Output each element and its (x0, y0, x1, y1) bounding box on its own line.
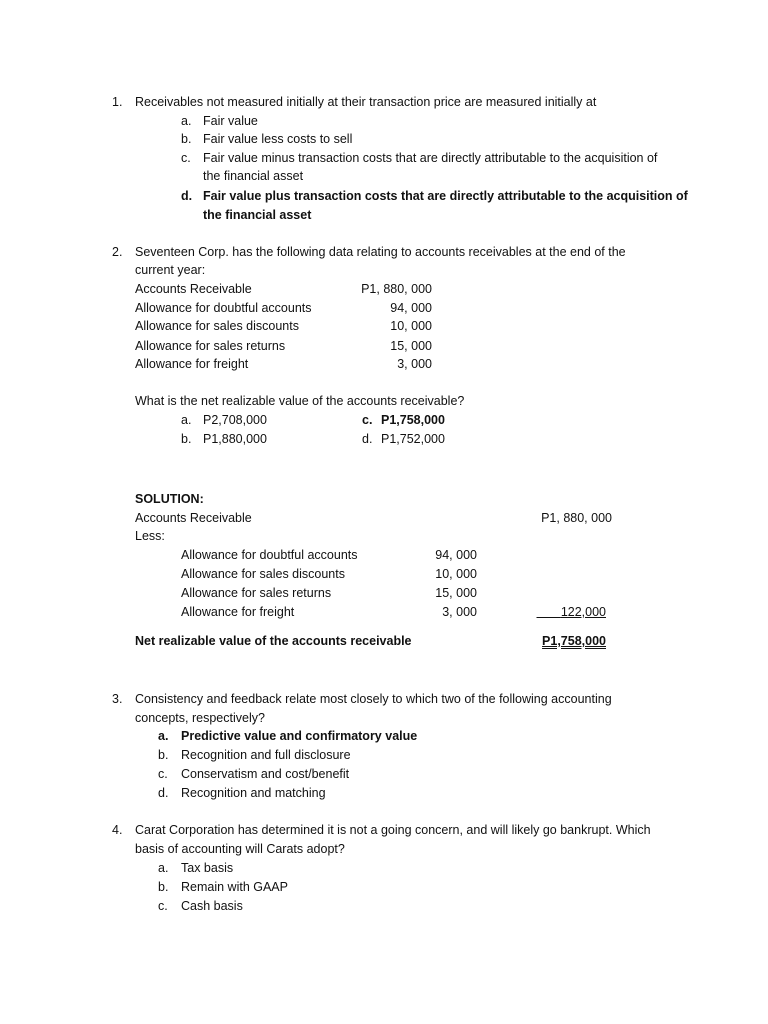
deduction-label: Allowance for freight (181, 605, 295, 619)
option-letter: a. (181, 114, 192, 128)
option-letter: c. (158, 899, 168, 913)
solution-heading: SOLUTION: (135, 492, 204, 506)
data-label: Allowance for sales discounts (135, 319, 299, 333)
question-stem-continued: concepts, respectively? (135, 711, 265, 725)
option-text-continued: the financial asset (203, 208, 312, 222)
option-letter: c. (158, 767, 168, 781)
deduction-label: Allowance for sales discounts (181, 567, 345, 581)
option-letter: a. (158, 861, 169, 875)
option-letter: c. (362, 413, 373, 427)
option-letter: d. (158, 786, 169, 800)
option-letter: c. (181, 151, 191, 165)
question-stem: Carat Corporation has determined it is not a going concern, and will likely go bankrupt. Which (135, 823, 651, 837)
option-text-correct: Predictive value and confirmatory value (181, 729, 418, 743)
deduction-value: 10, 000 (435, 567, 477, 581)
question-stem-continued: current year: (135, 263, 206, 277)
option-text: P2,708,000 (203, 413, 267, 427)
nrv-label: Net realizable value of the accounts receivable (135, 634, 412, 648)
data-label: Allowance for sales returns (135, 339, 286, 353)
total-deductions-value: 122,000 (560, 605, 606, 619)
solution-ar-label: Accounts Receivable (135, 511, 252, 525)
option-text: Cash basis (181, 899, 243, 913)
option-text: Conservatism and cost/benefit (181, 767, 350, 781)
question-number: 3. (112, 692, 123, 706)
option-text: Recognition and full disclosure (181, 748, 351, 762)
solution-less-label: Less: (135, 529, 165, 543)
question-number: 4. (112, 823, 123, 837)
data-value: 15, 000 (390, 339, 432, 353)
question-stem-continued: basis of accounting will Carats adopt? (135, 842, 345, 856)
option-letter: a. (181, 413, 192, 427)
solution-ar-value: P1, 880, 000 (541, 511, 612, 525)
nrv-value: P1,758,000 (542, 634, 606, 648)
option-text-correct: Fair value plus transaction costs that are directly attributable to the acquisition of (203, 189, 688, 203)
option-letter: d. (181, 189, 193, 203)
option-letter: b. (158, 880, 169, 894)
option-letter: b. (158, 748, 169, 762)
deduction-label: Allowance for sales returns (181, 586, 332, 600)
option-letter: b. (181, 432, 192, 446)
deduction-label: Allowance for doubtful accounts (181, 548, 358, 562)
option-text-continued: the financial asset (203, 169, 304, 183)
data-value: P1, 880, 000 (361, 282, 432, 296)
question-prompt: What is the net realizable value of the accounts receivable? (135, 394, 465, 408)
data-label: Allowance for freight (135, 357, 249, 371)
question-number: 2. (112, 245, 123, 259)
total-deductions (520, 603, 606, 622)
option-text: Tax basis (181, 861, 234, 875)
option-text: Remain with GAAP (181, 880, 288, 894)
option-text: P1,880,000 (203, 432, 267, 446)
option-letter: b. (181, 132, 192, 146)
question-stem: Receivables not measured initially at their transaction price are measured initially at (135, 95, 597, 109)
question-number: 1. (112, 95, 123, 109)
option-text-correct: P1,758,000 (381, 413, 445, 427)
data-value: 94, 000 (390, 301, 432, 315)
option-text: P1,752,000 (381, 432, 445, 446)
data-label: Allowance for doubtful accounts (135, 301, 312, 315)
question-stem: Consistency and feedback relate most closely to which two of the following accounting (135, 692, 612, 706)
option-letter: d. (362, 432, 373, 446)
deduction-value: 15, 000 (435, 586, 477, 600)
deduction-value: 3, 000 (442, 605, 477, 619)
question-stem: Seventeen Corp. has the following data relating to accounts receivables at the end of the (135, 245, 626, 259)
option-text: Fair value less costs to sell (203, 132, 353, 146)
option-text: Fair value minus transaction costs that are directly attributable to the acquisition of (203, 151, 658, 165)
option-text: Recognition and matching (181, 786, 326, 800)
data-value: 10, 000 (390, 319, 432, 333)
deduction-value: 94, 000 (435, 548, 477, 562)
data-value: 3, 000 (397, 357, 432, 371)
option-text: Fair value (203, 114, 258, 128)
data-label: Accounts Receivable (135, 282, 252, 296)
option-letter: a. (158, 729, 169, 743)
